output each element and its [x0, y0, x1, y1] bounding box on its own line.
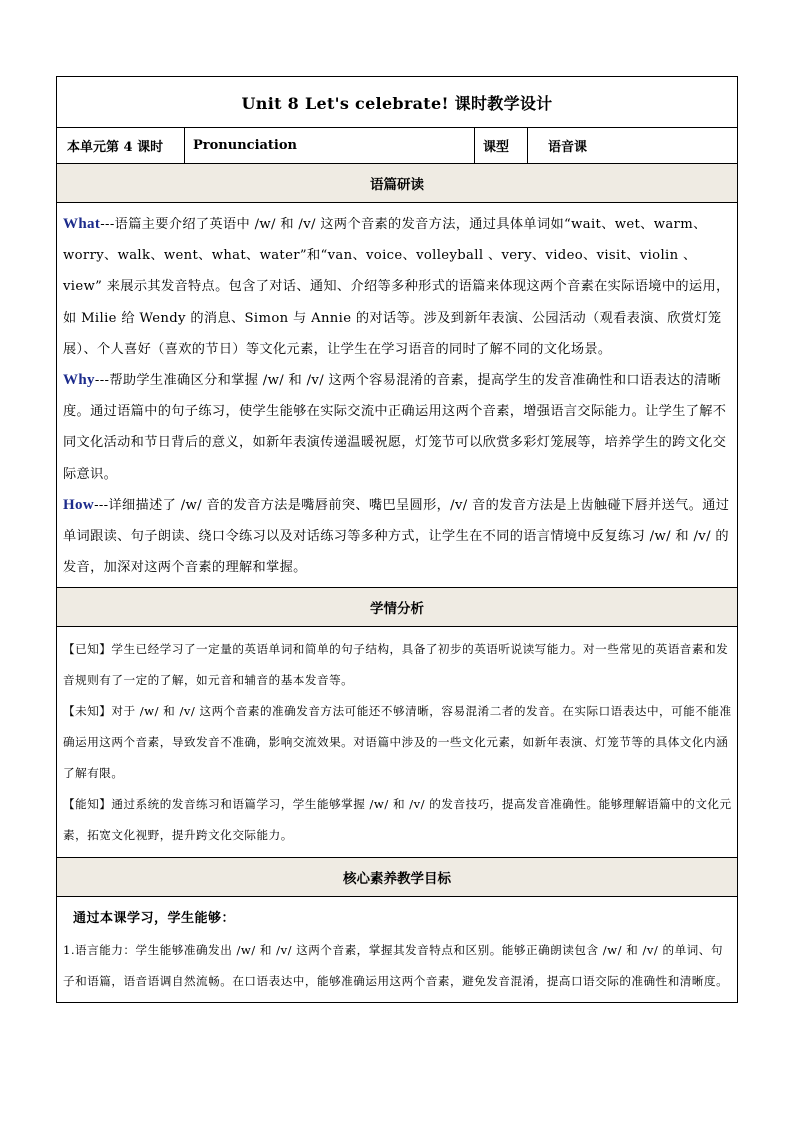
- learner-analysis-body: [57, 627, 737, 858]
- section-heading-text-study: 语篇研读: [57, 164, 737, 203]
- section-heading-core-goals: 核心素养教学目标: [57, 858, 737, 897]
- topic-cell: Pronunciation: [185, 128, 475, 163]
- how-text: ---详细描述了 /w/ 音的发音方法是嘴唇前突、嘴巴呈圆形，/v/ 音的发音方法是上齿触碰下唇并送气。通过单词跟读、句子朗读、绕口令练习以及对话练习等多种方式，让学生在不同的语言情境中反复练习 /w/ 和 /v/ 的发音，加深对这两个音素的理解和掌握。: [63, 497, 730, 576]
- unknown-paragraph: 【未知】对于 /w/ 和 /v/ 这两个音素的准确发音方法可能还不够清晰，容易混淆二者的发音。在实际口语表达中，可能不能准确运用这两个音素，导致发音不准确，影响交流效果。对语篇中涉及的一些文化元素，如新年表演、灯笼节等的具体文化内涵了解有限。: [63, 704, 732, 781]
- how-label: How: [63, 496, 95, 513]
- goals-intro: 通过本课学习，学生能够：: [73, 911, 236, 927]
- why-label: Why: [63, 372, 95, 389]
- lesson-plan-table: [56, 76, 738, 1003]
- goal-language-ability: 1.语言能力：学生能够准确发出 /w/ 和 /v/ 这两个音素，掌握其发音特点和区别。能够正确朗读包含 /w/ 和 /v/ 的单词、句子和语篇，语音语调自然流畅。在口语表达中，能够准确运用这两个音素，避免发音混淆，提高口语交际的准确性和清晰度。: [63, 942, 729, 989]
- why-text: ---帮助学生准确区分和掌握 /w/ 和 /v/ 这两个容易混淆的音素，提高学生的发音准确性和口语表达的清晰度。通过语篇中的句子练习，使学生能够在实际交流中正确运用这两个音素，增强语言交际能力。让学生了解不同文化活动和节日背后的意义，如新年表演传递温暖祝愿，灯笼节可以欣赏多彩灯笼展等，培养学生的跨文化交际意识。: [63, 373, 727, 482]
- lesson-number-cell: 本单元第 4 课时: [57, 128, 185, 163]
- how-paragraph: [63, 490, 732, 584]
- document-title: Unit 8 Let's celebrate! 课时教学设计: [57, 77, 737, 128]
- section-heading-learner-analysis: 学情分析: [57, 588, 737, 627]
- what-label: What: [63, 216, 101, 232]
- able-paragraph: 【能知】通过系统的发音练习和语篇学习，学生能够掌握 /w/ 和 /v/ 的发音技巧，提高发音准确性。能够理解语篇中的文化元素，拓宽文化视野，提升跨文化交际能力。: [63, 797, 732, 843]
- meta-row: [57, 128, 737, 164]
- what-text: ---语篇主要介绍了英语中 /w/ 和 /v/ 这两个音素的发音方法，通过具体单词如“wait、wet、warm、worry、walk、went、what、water”和“van、voice、volleyball 、very、video、visit、violin 、view” 来展示其发音特点。包含了对话、通知、介绍等多种形式的语篇来体现这两个音素在实际语境中的运用，如 Milie 给 Wendy 的消息、Simon 与 Annie 的对话等。涉及到新年表演、公园活动（观看表演、欣赏灯笼展）、个人喜好（喜欢的节日）等文化元素，让学生在学习语音的同时了解不同的文化场景。: [63, 217, 730, 357]
- text-study-body: [57, 203, 737, 588]
- why-paragraph: [63, 365, 732, 490]
- what-paragraph: [63, 209, 732, 365]
- known-paragraph: 【已知】学生已经学习了一定量的英语单词和简单的句子结构，具备了初步的英语听说读写能力。对一些常见的英语音素和发音规则有了一定的了解，如元音和辅音的基本发音等。: [63, 642, 729, 688]
- core-goals-body: [57, 897, 737, 1002]
- lesson-type-value: 语音课: [548, 140, 588, 155]
- lesson-type-label: 课型: [475, 128, 528, 163]
